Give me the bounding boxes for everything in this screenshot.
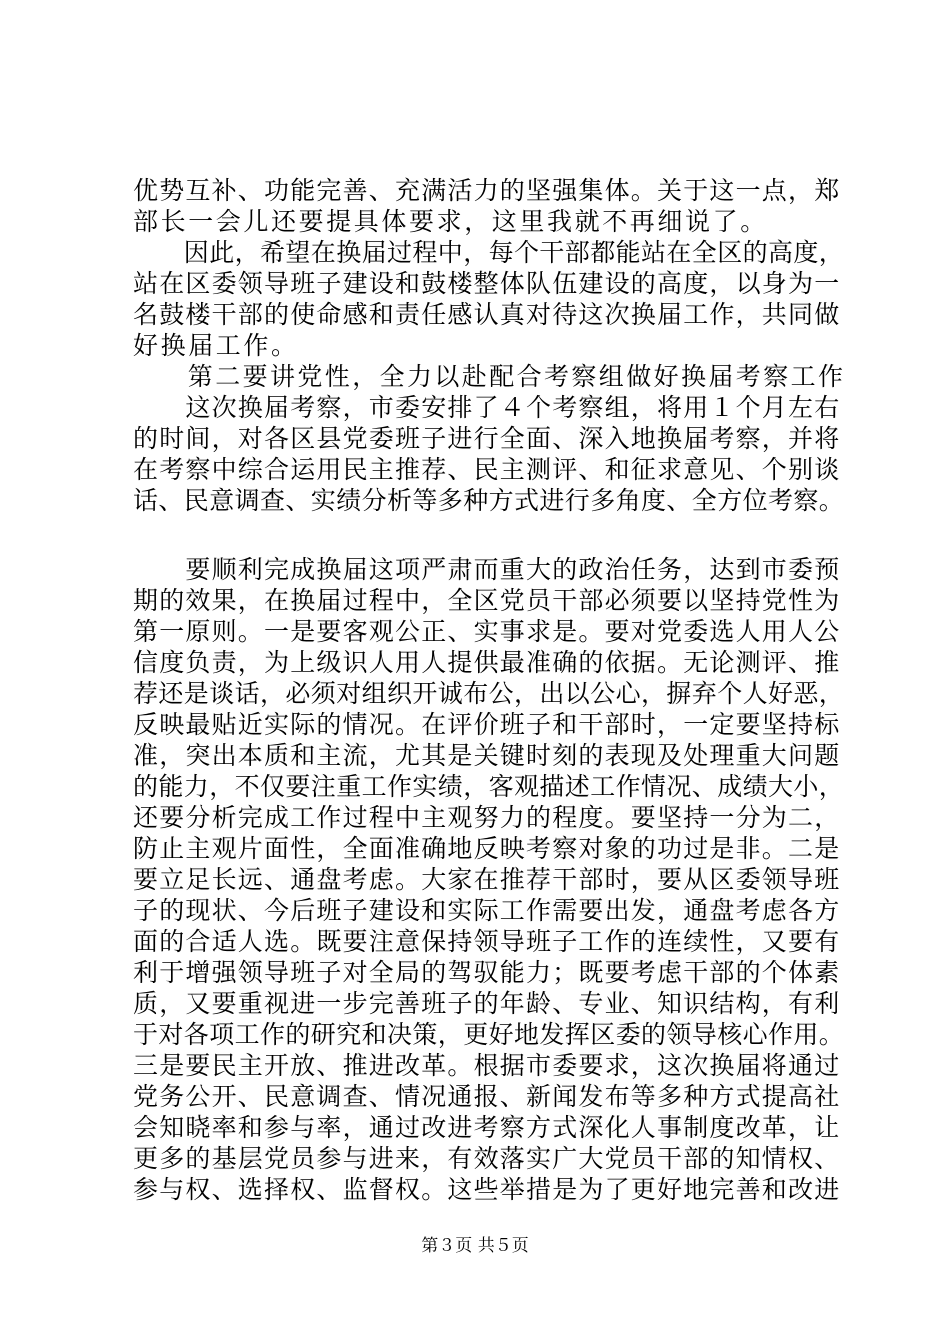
text-line: 反映最贴近实际的情况。在评价班子和干部时，一定要坚持标 [133, 710, 841, 739]
text-line: 话、民意调查、实绩分析等多种方式进行多角度、全方位考察。 [133, 486, 845, 515]
text-line: 要顺利完成换届这项严肃而重大的政治任务，达到市委预 [133, 555, 841, 584]
document-body [133, 175, 846, 1205]
text-line: 子的现状、今后班子建设和实际工作需要出发，通盘考虑各方 [133, 896, 841, 925]
text-line: 信度负责，为上级识人用人提供最准确的依据。无论测评、推 [133, 648, 841, 677]
text-line: 的能力，不仅要注重工作实绩，客观描述工作情况、成绩大小， [133, 772, 845, 801]
text-line: 在考察中综合运用民主推荐、民主测评、和征求意见、个别谈 [133, 455, 841, 484]
text-block-1 [133, 175, 846, 516]
text-line: 期的效果，在换届过程中，全区党员干部必须要以坚持党性为 [133, 586, 841, 615]
paragraph-gap [133, 516, 838, 554]
section-heading: 第二要讲党性，全力以赴配合考察组做好换届考察工作 [133, 362, 846, 391]
text-line: 参与权、选择权、监督权。这些举措是为了更好地完善和改进 [133, 1175, 841, 1204]
text-line: 的时间，对各区县党委班子进行全面、深入地换届考察，并将 [133, 424, 841, 453]
text-line: 更多的基层党员参与进来，有效落实广大党员干部的知情权、 [133, 1144, 841, 1173]
text-line: 第一原则。一是要客观公正、实事求是。要对党委选人用人公 [133, 617, 841, 646]
text-line: 要立足长远、通盘考虑。大家在推荐干部时，要从区委领导班 [133, 865, 841, 894]
text-block-2 [133, 554, 845, 1205]
text-line: 站在区委领导班子建设和鼓楼整体队伍建设的高度，以身为一 [133, 269, 841, 298]
page-footer [0, 1236, 950, 1256]
text-line: 利于增强领导班子对全局的驾驭能力；既要考虑干部的个体素 [133, 958, 841, 987]
text-line: 还要分析完成工作过程中主观努力的程度。要坚持一分为二， [133, 803, 841, 832]
text-line: 于对各项工作的研究和决策，更好地发挥区委的领导核心作用。 [133, 1020, 845, 1049]
text-line: 质，又要重视进一步完善班子的年龄、专业、知识结构，有利 [133, 989, 841, 1018]
text-line: 三是要民主开放、推进改革。根据市委要求，这次换届将通过 [133, 1051, 841, 1080]
text-line: 因此，希望在换届过程中，每个干部都能站在全区的高度， [133, 238, 845, 267]
text-line: 名鼓楼干部的使命感和责任感认真对待这次换届工作，共同做 [133, 300, 841, 329]
text-line: 党务公开、民意调查、情况通报、新闻发布等多种方式提高社 [133, 1082, 841, 1111]
text-line: 好换届工作。 [133, 331, 299, 360]
page-number-label: 第３页 共５页 [421, 1236, 529, 1256]
text-line: 会知晓率和参与率，通过改进考察方式深化人事制度改革，让 [133, 1113, 841, 1142]
text-line: 部长一会儿还要提具体要求，这里我就不再细说了。 [133, 207, 768, 236]
text-line: 优势互补、功能完善、充满活力的坚强集体。关于这一点，郑 [133, 176, 841, 205]
text-line: 这次换届考察，市委安排了４个考察组，将用１个月左右 [133, 393, 841, 422]
text-line: 荐还是谈话，必须对组织开诚布公，出以公心，摒弃个人好恶， [133, 679, 845, 708]
text-line: 防止主观片面性，全面准确地反映考察对象的功过是非。二是 [133, 834, 841, 863]
text-line: 准，突出本质和主流，尤其是关键时刻的表现及处理重大问题 [133, 741, 841, 770]
text-line: 面的合适人选。既要注意保持领导班子工作的连续性，又要有 [133, 927, 841, 956]
